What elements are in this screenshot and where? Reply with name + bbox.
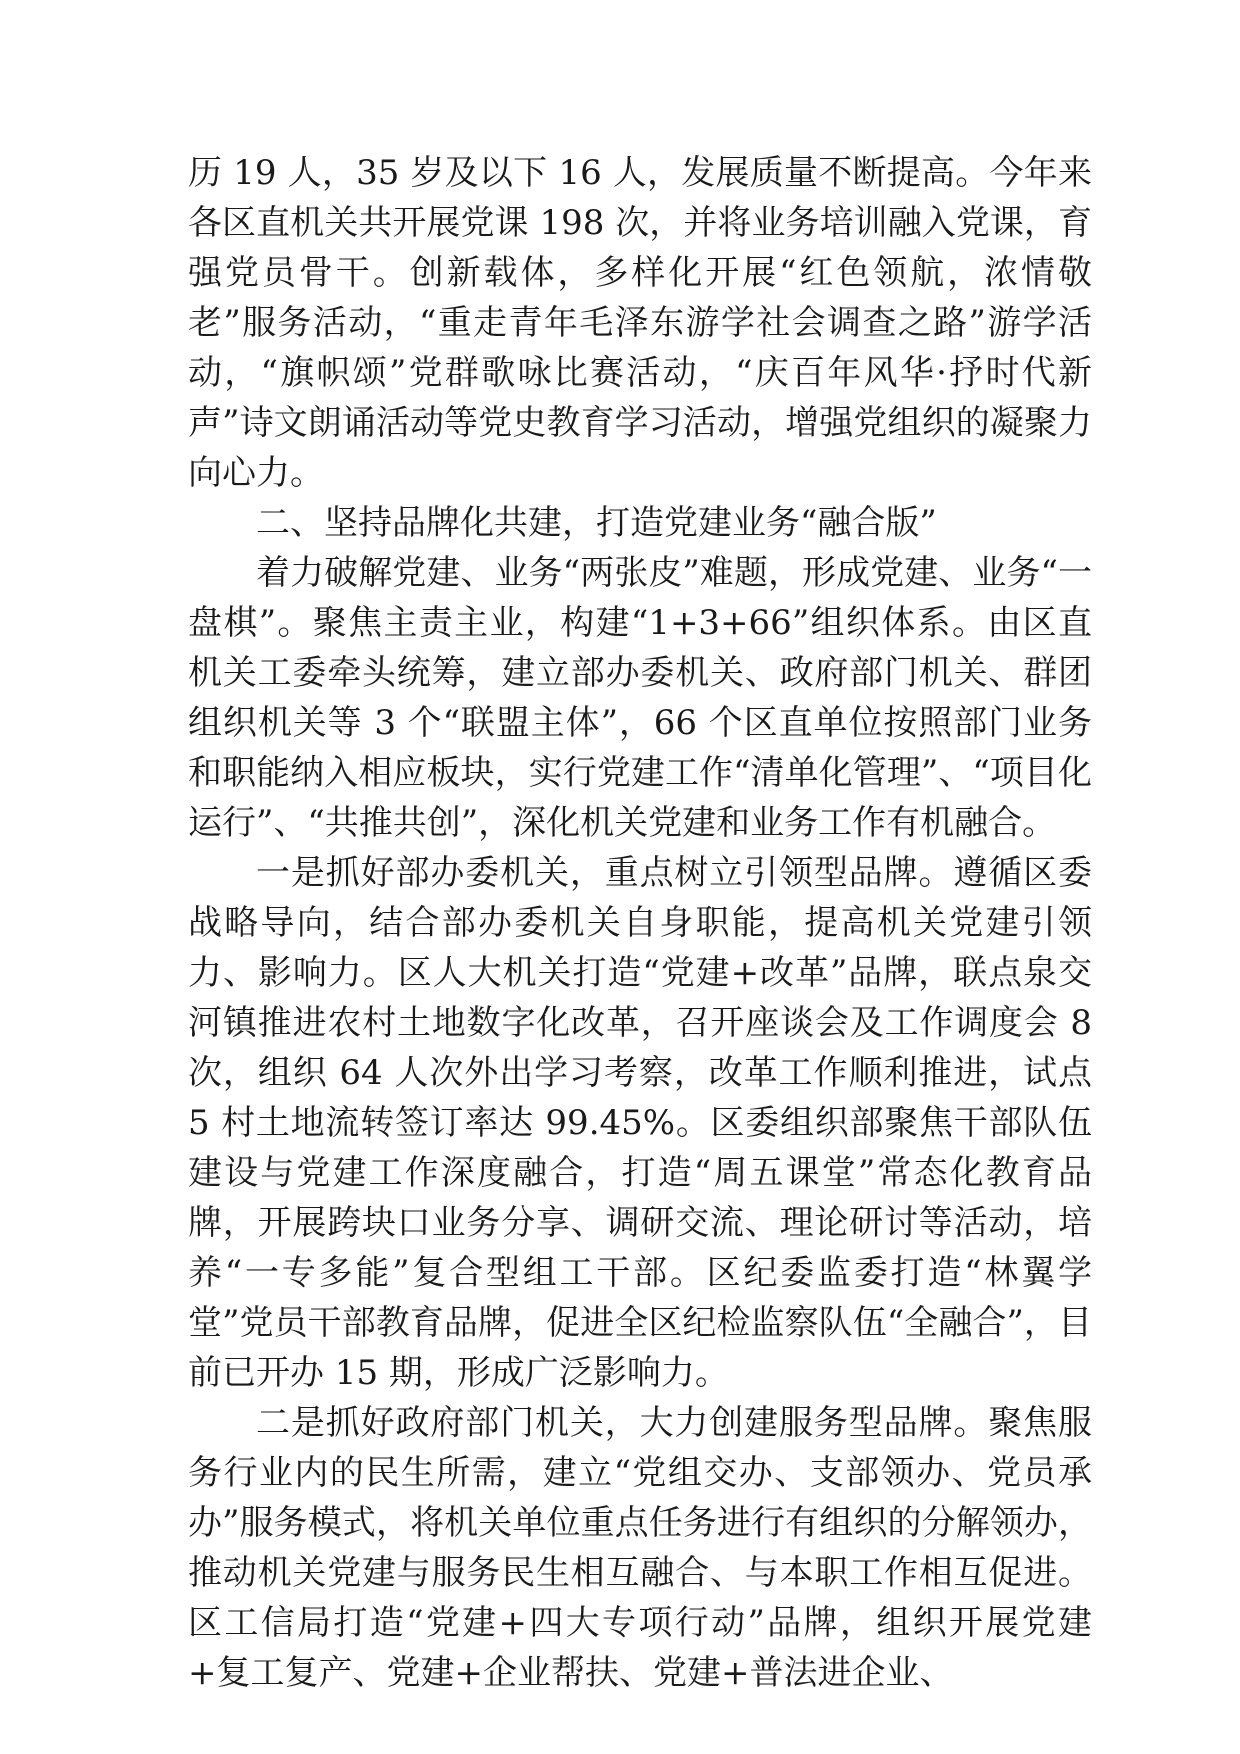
paragraph-point-one: 一是抓好部办委机关，重点树立引领型品牌。遵循区委战略导向，结合部办委机关自身职能，提高机关党建引领力、影响力。区人大机关打造“党建+改革”品牌，联点泉交河镇推进农村土地数字化改革，召开座谈会及工作调度会 8 次，组织 64 人次外出学习考察，改革工作顺利推进，试点 5 村土地流转签订率达 99.45%。区委组织部聚焦干部队伍建设与党建工作深度融合，打造“周五课堂”常态化教育品牌，开展跨块口业务分享、调研交流、理论研讨等活动，培养“一专多能”复合型组工干部。区纪委监委打造“林翼学堂”党员干部教育品牌，促进全区纪检监察队伍“全融合”，目前已开办 15 期，形成广泛影响力。 — [188, 853, 1092, 1393]
document-page — [188, 148, 1092, 1698]
paragraph-overview: 着力破解党建、业务“两张皮”难题，形成党建、业务“一盘棋”。聚焦主责主业，构建“1+3+66”组织体系。由区直机关工委牵头统筹，建立部办委机关、政府部门机关、群团组织机关等 3 个“联盟主体”，66 个区直单位按照部门业务和职能纳入相应板块，实行党建工作“清单化管理”、“项目化运行”、“共推共创”，深化机关党建和业务工作有机融合。 — [188, 553, 1092, 843]
paragraph-point-two: 二是抓好政府部门机关，大力创建服务型品牌。聚焦服务行业内的民生所需，建立“党组交办、支部领办、党员承办”服务模式，将机关单位重点任务进行有组织的分解领办，推动机关党建与服务民生相互融合、与本职工作相互促进。区工信局打造“党建+四大专项行动”品牌，组织开展党建+复工复产、党建+企业帮扶、党建+普法进企业、 — [188, 1403, 1092, 1693]
section-heading: 二、坚持品牌化共建，打造党建业务“融合版” — [256, 503, 937, 543]
paragraph-continuation: 历 19 人，35 岁及以下 16 人，发展质量不断提高。今年来各区直机关共开展党课 198 次，并将业务培训融入党课，育强党员骨干。创新载体，多样化开展“红色领航，浓情敬老”服务活动，“重走青年毛泽东游学社会调查之路”游学活动，“旗帜颂”党群歌咏比赛活动，“庆百年风华·抒时代新声”诗文朗诵活动等党史教育学习活动，增强党组织的凝聚力向心力。 — [188, 153, 1092, 493]
